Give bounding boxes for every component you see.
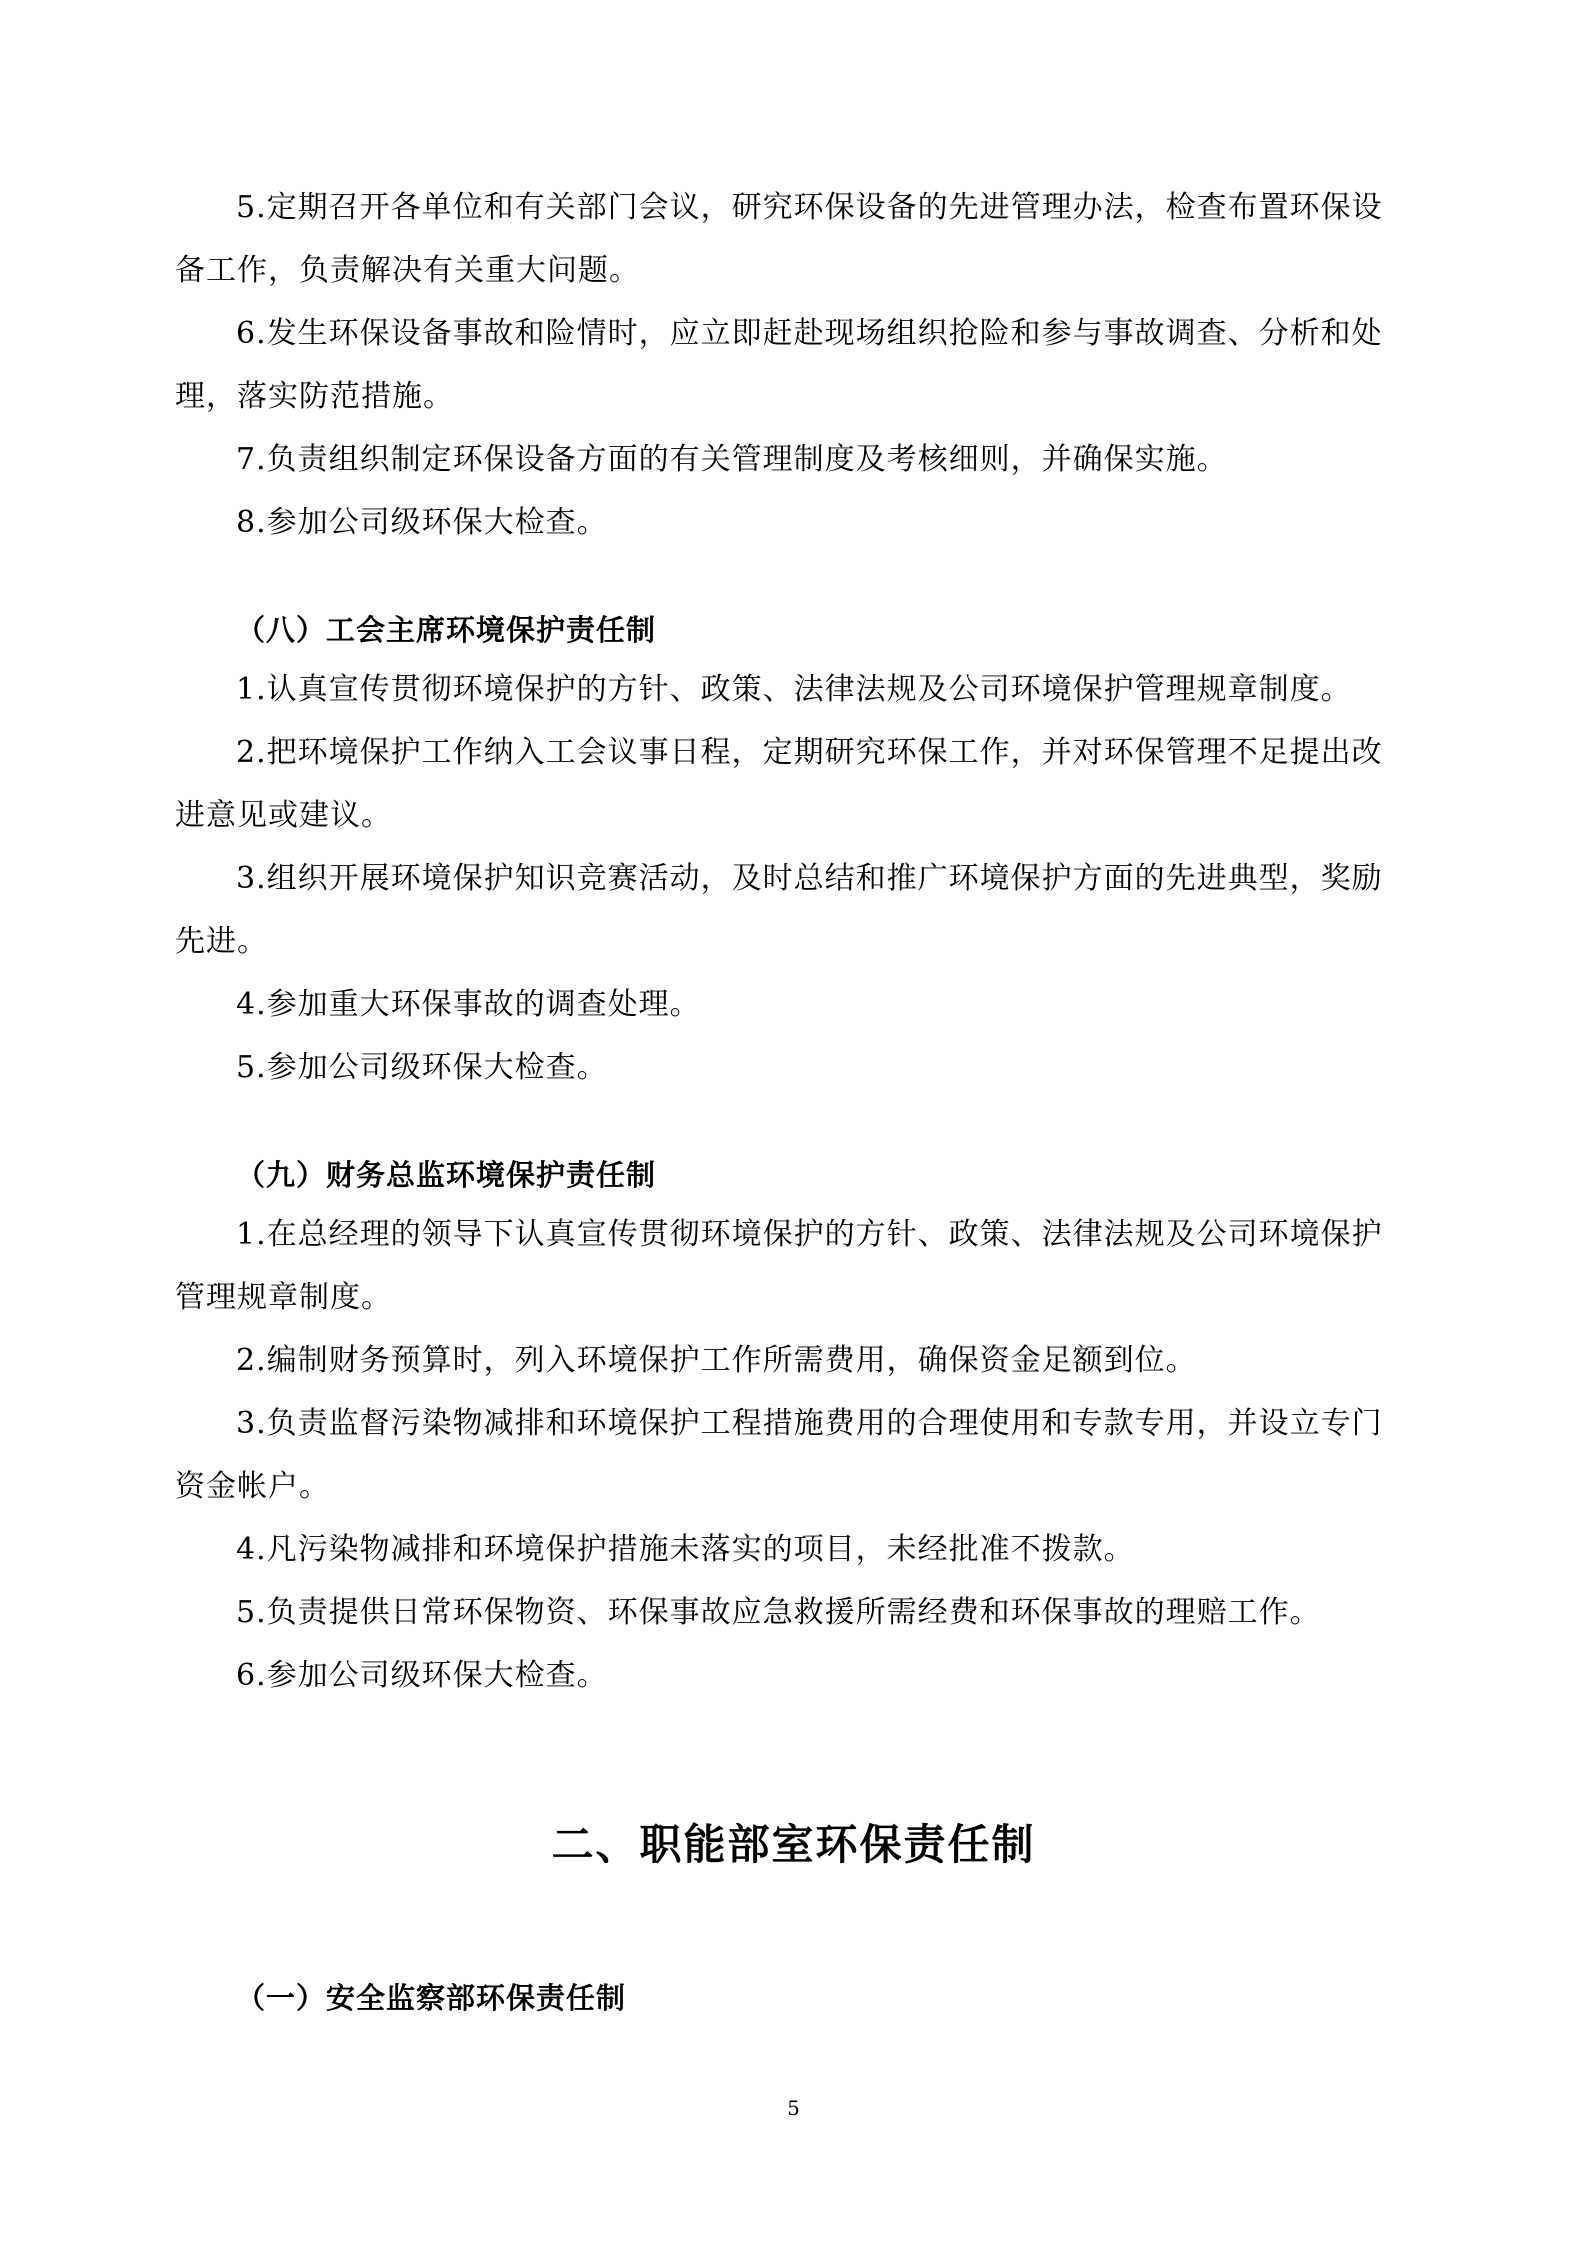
section-heading: （九）财务总监环境保护责任制 (236, 1158, 657, 1192)
paragraph-line: 1.在总经理的领导下认真宣传贯彻环境保护的方针、政策、法律法规及公司环境保护 (236, 1217, 1383, 1252)
page-number: 5 (787, 2096, 800, 2120)
paragraph-line: 理，落实防范措施。 (175, 379, 454, 414)
paragraph-line: 2.把环境保护工作纳入工会议事日程，定期研究环保工作，并对环保管理不足提出改 (236, 735, 1383, 770)
paragraph-line: 5.定期召开各单位和有关部门会议，研究环保设备的先进管理办法，检查布置环保设 (236, 190, 1383, 225)
paragraph-line: 4.参加重大环保事故的调查处理。 (236, 987, 701, 1022)
paragraph-line: 6.发生环保设备事故和险情时，应立即赶赴现场组织抢险和参与事故调查、分析和处 (236, 316, 1383, 351)
paragraph-line: 4.凡污染物减排和环境保护措施未落实的项目，未经批准不拨款。 (236, 1532, 1135, 1567)
paragraph-line: 备工作，负责解决有关重大问题。 (175, 253, 640, 288)
paragraph-line: 先进。 (175, 924, 268, 959)
chapter-title: 二、职能部室环保责任制 (551, 1820, 1036, 1869)
paragraph-line: 进意见或建议。 (175, 798, 392, 833)
paragraph-line: 1.认真宣传贯彻环境保护的方针、政策、法律法规及公司环境保护管理规章制度。 (236, 672, 1352, 707)
paragraph-line: 5.负责提供日常环保物资、环保事故应急救援所需经费和环保事故的理赔工作。 (236, 1595, 1321, 1630)
paragraph-line: 管理规章制度。 (175, 1280, 392, 1315)
paragraph-line: 6.参加公司级环保大检查。 (236, 1658, 608, 1693)
paragraph-line: 3.负责监督污染物减排和环境保护工程措施费用的合理使用和专款专用，并设立专门 (236, 1406, 1383, 1441)
paragraph-line: 7.负责组织制定环保设备方面的有关管理制度及考核细则，并确保实施。 (236, 442, 1228, 477)
section-heading: （八）工会主席环境保护责任制 (236, 613, 657, 647)
section-heading: （一）安全监察部环保责任制 (236, 1981, 627, 2015)
paragraph-line: 8.参加公司级环保大检查。 (236, 505, 608, 540)
paragraph-line: 3.组织开展环境保护知识竞赛活动，及时总结和推广环境保护方面的先进典型，奖励 (236, 861, 1383, 896)
paragraph-line: 资金帐户。 (175, 1469, 330, 1504)
paragraph-line: 5.参加公司级环保大检查。 (236, 1050, 608, 1085)
paragraph-line: 2.编制财务预算时，列入环境保护工作所需费用，确保资金足额到位。 (236, 1343, 1197, 1378)
